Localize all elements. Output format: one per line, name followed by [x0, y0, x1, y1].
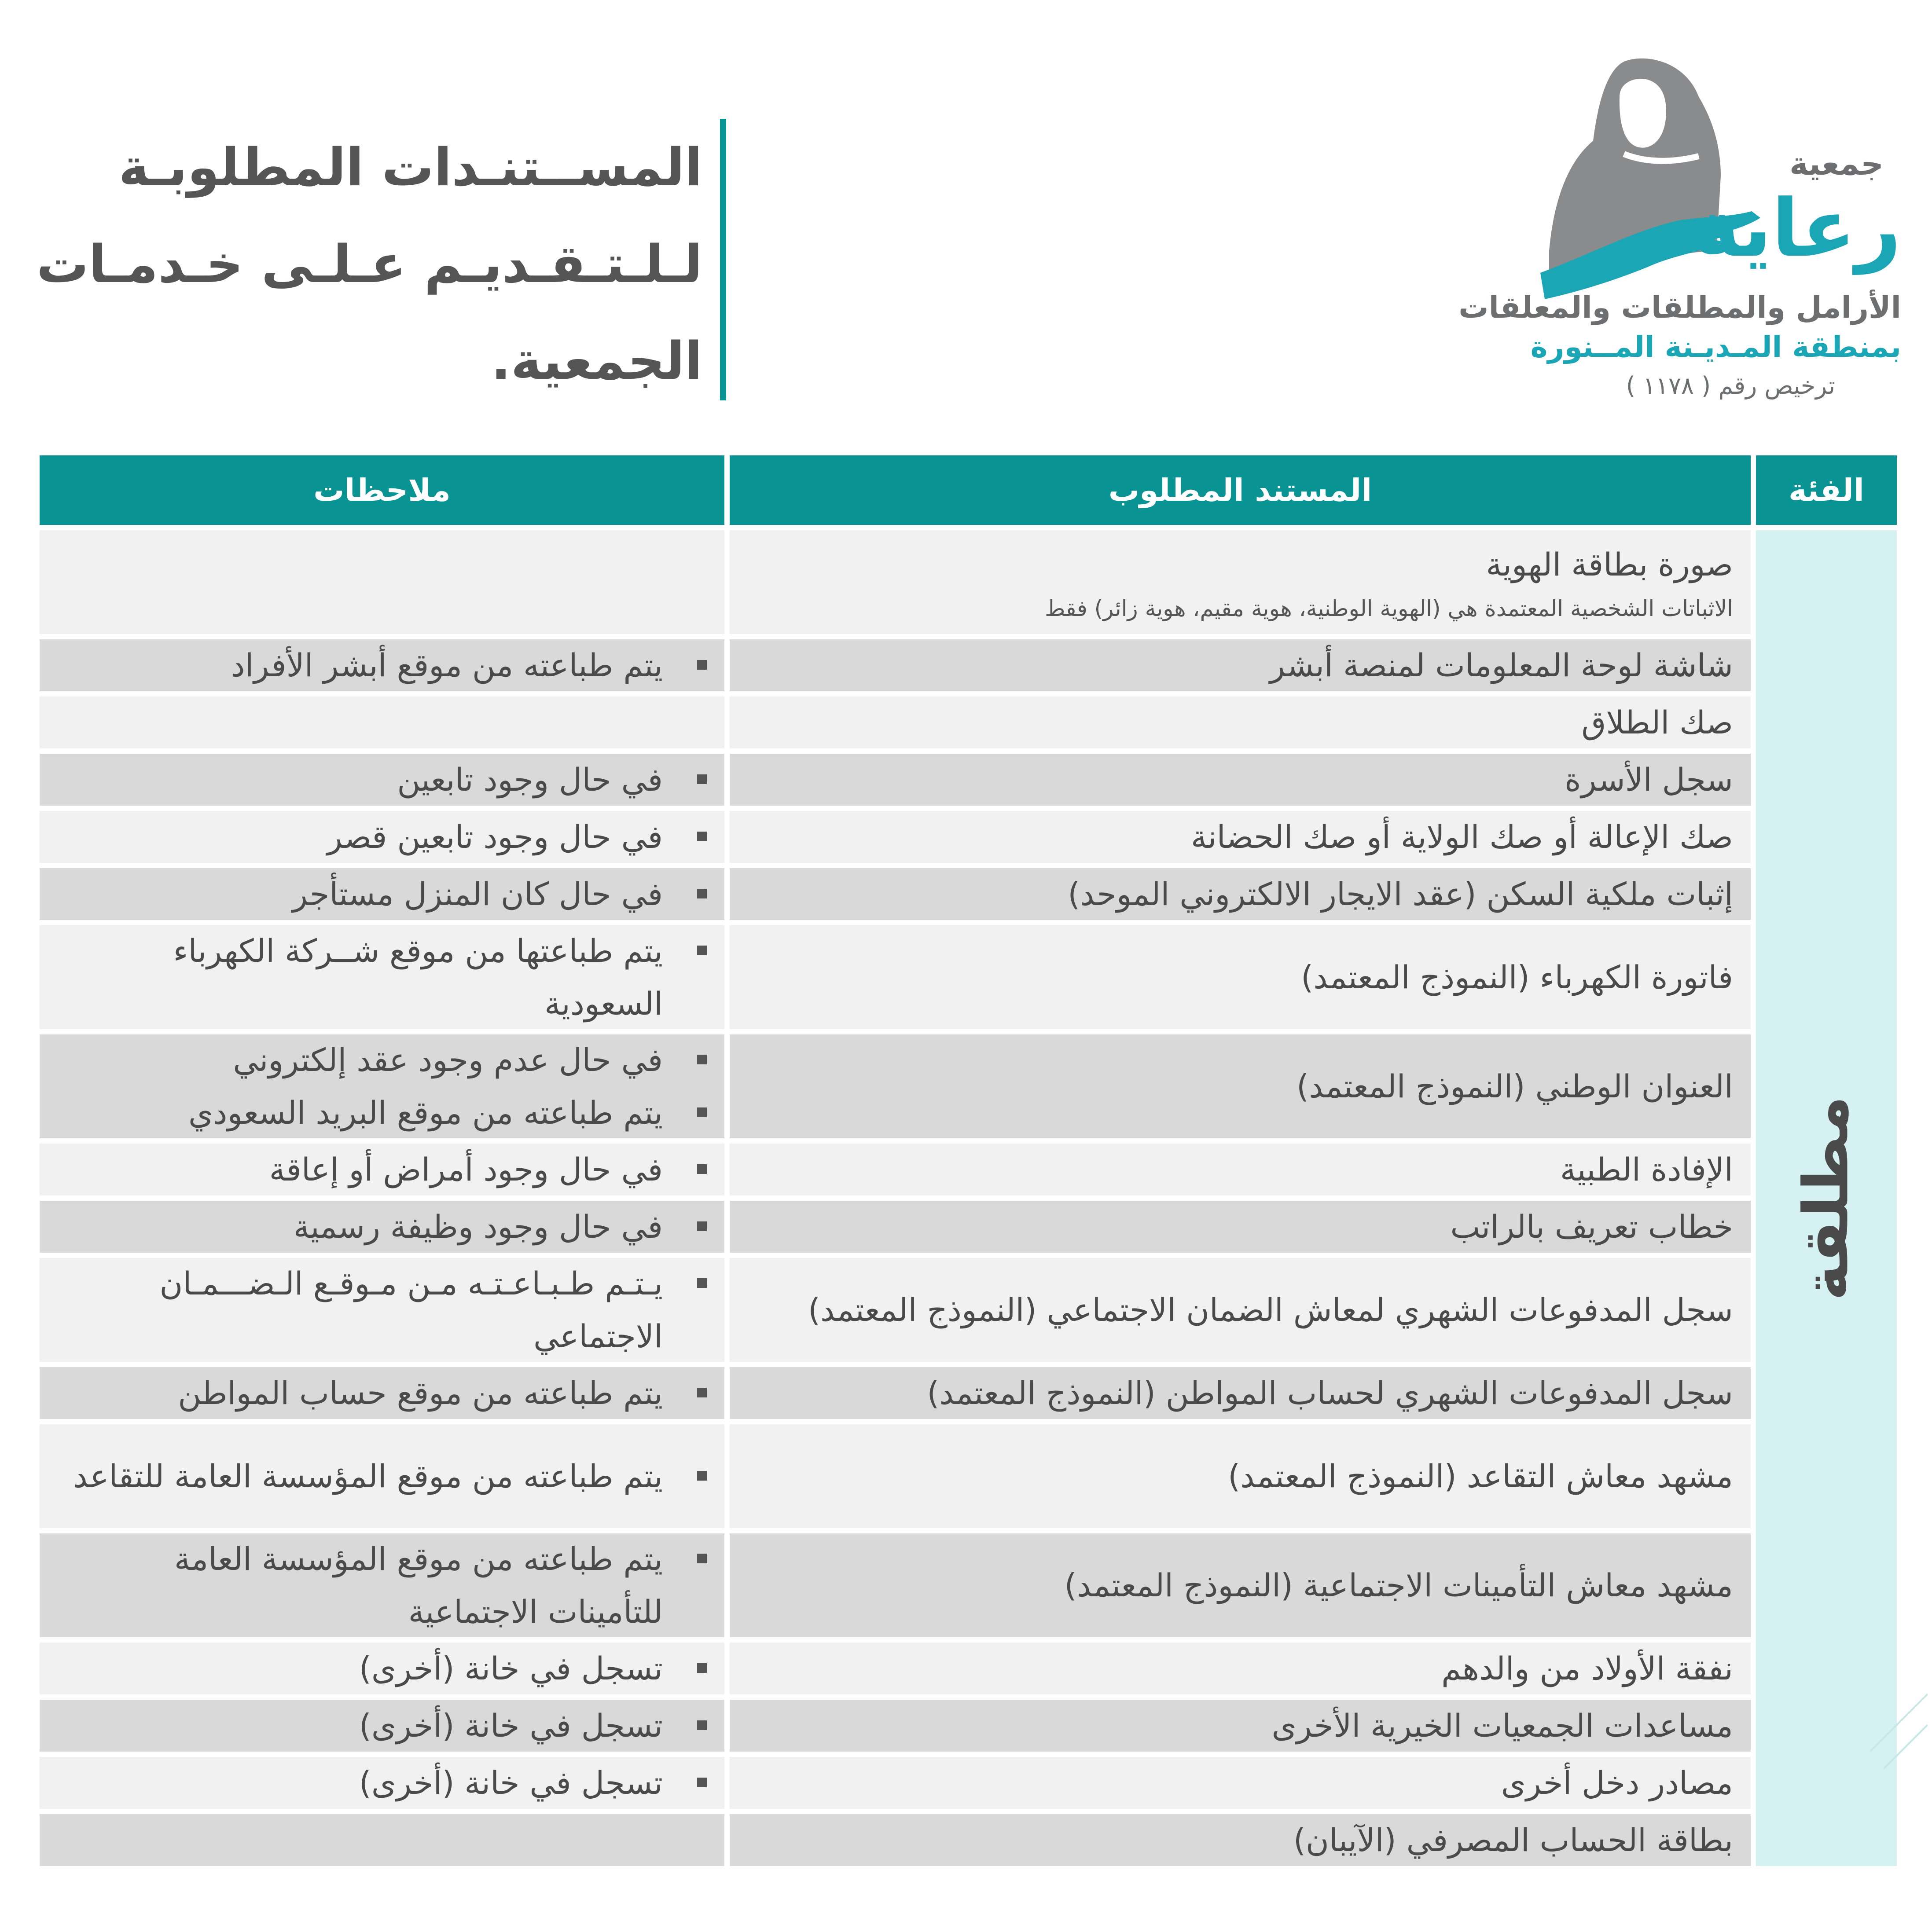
note-item: يتم طباعته من موقع أبشر الأفراد: [57, 639, 663, 692]
table-row: [40, 1424, 1751, 1528]
document-name: سجل المدفوعات الشهري لحساب المواطن (النموذج المعتمد): [927, 1375, 1733, 1412]
document-name: فاتورة الكهرباء (النموذج المعتمد): [1301, 959, 1733, 996]
note-item: يتم طباعته من موقع المؤسسة العامة للتأمينات الاجتماعية: [57, 1533, 663, 1638]
table-row: [40, 1258, 1751, 1362]
document-name: بطاقة الحساب المصرفي (الآيبان): [1293, 1822, 1733, 1859]
organization-logo: [1458, 44, 1901, 414]
document-cell: [730, 1367, 1751, 1419]
document-name: صك الطلاق: [1581, 704, 1733, 741]
note-item: في حال وجود أمراض أو إعاقة: [57, 1143, 663, 1196]
note-item: تسجل في خانة (أخرى): [57, 1642, 663, 1695]
notes-cell: [40, 1757, 724, 1809]
note-item: يتم طباعته من موقع حساب المواطن: [57, 1367, 663, 1419]
note-item: تسجل في خانة (أخرى): [57, 1699, 663, 1752]
notes-cell: [40, 1034, 724, 1138]
document-cell: [730, 1757, 1751, 1809]
document-cell: [730, 754, 1751, 806]
notes-cell: [40, 1258, 724, 1362]
table-row: [40, 1533, 1751, 1637]
header-notes: ملاحظات: [40, 455, 724, 525]
table-row: [40, 1367, 1751, 1419]
notes-cell: [40, 754, 724, 806]
notes-cell: [40, 697, 724, 748]
table-row: [40, 1201, 1751, 1253]
document-name: إثبات ملكية السكن (عقد الايجار الالكتروني الموحد): [1068, 876, 1733, 913]
documents-table: [40, 455, 1897, 1866]
document-cell: [730, 1700, 1751, 1752]
logo-license: ترخيص رقم ( ١١٧٨ ): [1626, 372, 1835, 400]
notes-cell: [40, 1201, 724, 1253]
document-cell: [730, 1643, 1751, 1694]
decorative-lines-icon: [1866, 1685, 1928, 1817]
title-line-1: المســتنـدات المطلوبـة: [118, 137, 702, 198]
note-item: يتم طباعته من موقع البريد السعودي: [57, 1086, 663, 1139]
logo-prefix: جمعية: [1789, 145, 1884, 182]
note-item: في حال وجود تابعين قصر: [57, 810, 663, 863]
table-row: [40, 1700, 1751, 1752]
document-name: مشهد معاش التقاعد (النموذج المعتمد): [1228, 1458, 1733, 1495]
note-item: يتم طباعتها من موقع شــركة الكهرباء السعودية: [57, 924, 663, 1030]
table-row: [40, 1643, 1751, 1694]
notes-cell: [40, 811, 724, 863]
notes-cell: [40, 868, 724, 920]
notes-cell: [40, 1144, 724, 1195]
page-title: [36, 119, 726, 400]
table-rows: [40, 530, 1751, 1866]
document-name: مشهد معاش التأمينات الاجتماعية (النموذج المعتمد): [1064, 1567, 1733, 1604]
notes-cell: [40, 530, 724, 634]
table-row: [40, 530, 1751, 634]
table-row: [40, 868, 1751, 920]
notes-cell: [40, 1367, 724, 1419]
table-row: [40, 1814, 1751, 1866]
table-header: [40, 455, 1897, 525]
table-row: [40, 811, 1751, 863]
document-name: صورة بطاقة الهوية: [1486, 546, 1733, 583]
category-cell: [1756, 530, 1897, 1866]
table-row: [40, 697, 1751, 748]
document-cell: [730, 1424, 1751, 1528]
note-item: يـتـم طـبـاعـتـه مـن مـوقـع الـضـــمـان الاجتماعي: [57, 1257, 663, 1363]
document-name: العنوان الوطني (النموذج المعتمد): [1297, 1068, 1733, 1105]
note-item: تسجل في خانة (أخرى): [57, 1756, 663, 1809]
logo-line-1: الأرامل والمطلقات والمعلقات: [1458, 290, 1901, 325]
document-subnote: الاثباتات الشخصية المعتمدة هي (الهوية الوطنية، هوية مقيم، هوية زائر) فقط: [1045, 596, 1733, 621]
note-item: في حال وجود وظيفة رسمية: [57, 1200, 663, 1253]
notes-cell: [40, 1533, 724, 1637]
document-cell: [730, 925, 1751, 1029]
note-item: في حال كان المنزل مستأجر: [57, 868, 663, 920]
category-label: مطلقة: [1790, 1096, 1862, 1301]
table-row: [40, 1144, 1751, 1195]
table-row: [40, 639, 1751, 691]
document-cell: [730, 1201, 1751, 1253]
document-cell: [730, 530, 1751, 634]
document-cell: [730, 1533, 1751, 1637]
notes-cell: [40, 925, 724, 1029]
logo-line-2: بمنطقة المـديـنة المــنورة: [1530, 330, 1901, 364]
notes-cell: [40, 1700, 724, 1752]
document-name: سجل الأسرة: [1564, 761, 1733, 798]
document-cell: [730, 868, 1751, 920]
document-cell: [730, 1034, 1751, 1138]
notes-cell: [40, 1424, 724, 1528]
document-cell: [730, 639, 1751, 691]
document-name: مساعدات الجمعيات الخيرية الأخرى: [1271, 1707, 1733, 1744]
table-row: [40, 754, 1751, 806]
note-item: في حال وجود تابعين: [57, 753, 663, 806]
note-item: في حال عدم وجود عقد إلكتروني: [57, 1034, 663, 1086]
logo-name: رعاية: [1694, 183, 1901, 275]
document-cell: [730, 1814, 1751, 1866]
document-cell: [730, 697, 1751, 748]
document-cell: [730, 811, 1751, 863]
table-row: [40, 1757, 1751, 1809]
document-name: مصادر دخل أخرى: [1501, 1764, 1733, 1801]
table-row: [40, 1034, 1751, 1138]
document-name: نفقة الأولاد من والدهم: [1441, 1650, 1733, 1687]
title-line-2: لـلـتـقـديـم عـلـى خـدمـات: [36, 234, 702, 294]
document-name: سجل المدفوعات الشهري لمعاش الضمان الاجتماعي (النموذج المعتمد): [808, 1291, 1733, 1328]
header-document: المستند المطلوب: [730, 455, 1751, 525]
document-cell: [730, 1258, 1751, 1362]
header-category: الفئة: [1756, 455, 1897, 525]
notes-cell: [40, 639, 724, 691]
notes-cell: [40, 1814, 724, 1866]
document-name: خطاب تعريف بالراتب: [1450, 1208, 1733, 1245]
document-name: شاشة لوحة المعلومات لمنصة أبشر: [1270, 647, 1733, 684]
document-cell: [730, 1144, 1751, 1195]
title-line-3: الجمعية.: [491, 330, 702, 391]
document-name: الإفادة الطبية: [1560, 1151, 1733, 1188]
note-item: يتم طباعته من موقع المؤسسة العامة للتقاعد: [57, 1450, 663, 1503]
table-row: [40, 925, 1751, 1029]
notes-cell: [40, 1643, 724, 1694]
document-name: صك الإعالة أو صك الولاية أو صك الحضانة: [1191, 818, 1733, 855]
